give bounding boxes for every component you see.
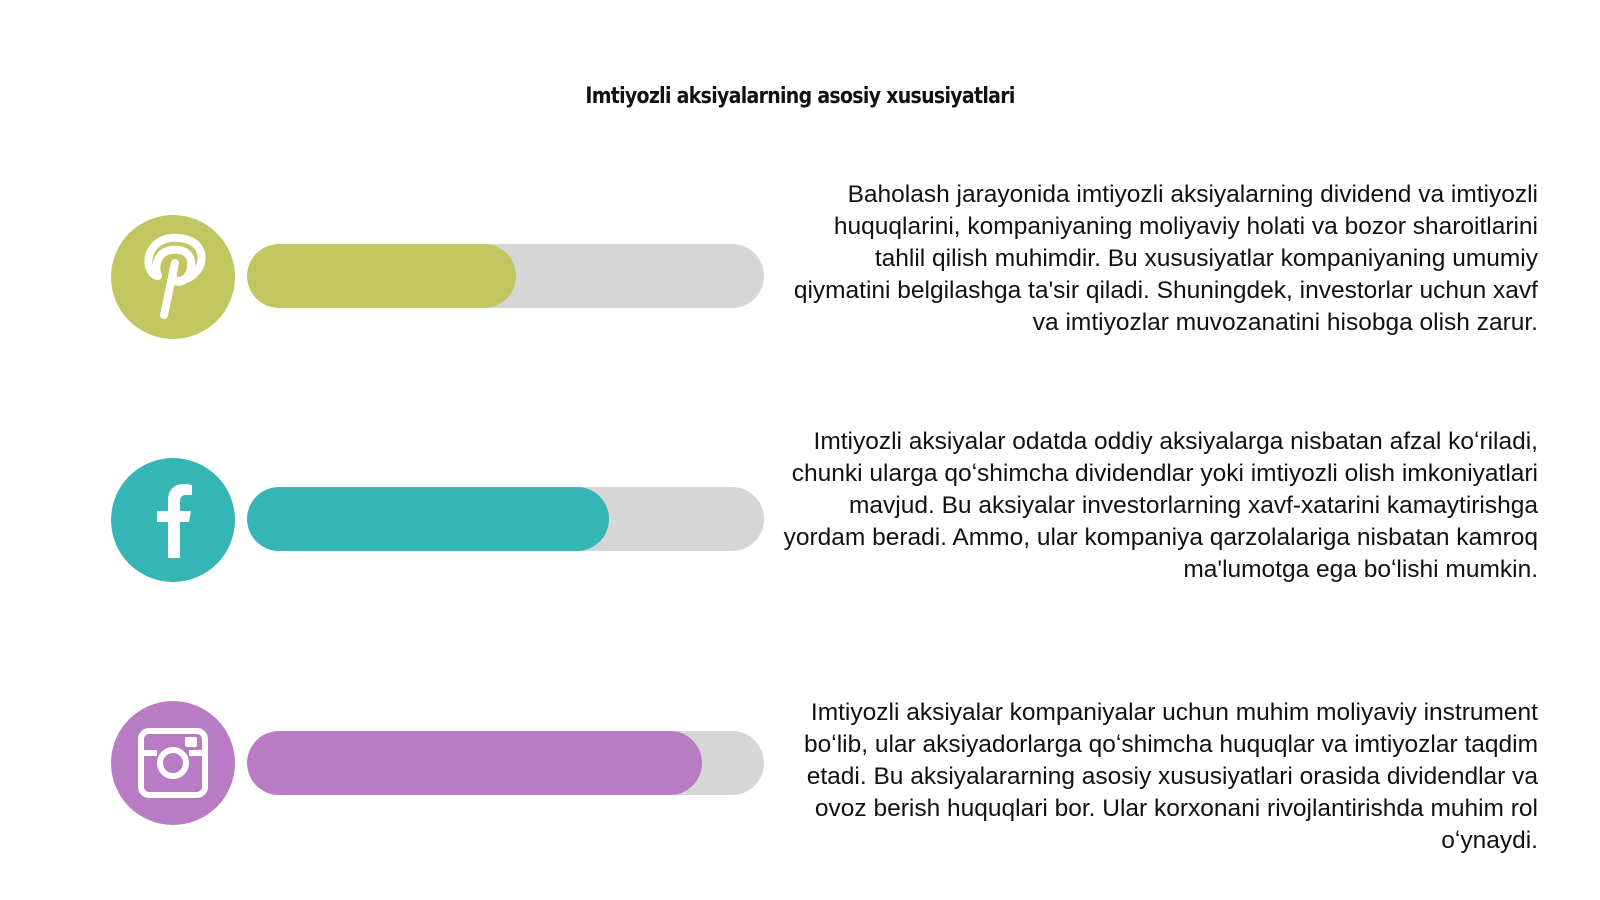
facebook-icon <box>111 458 235 582</box>
progress-bar-track-1 <box>247 244 764 308</box>
description-text-1: Baholash jarayonida imtiyozli aksiyalarning dividend va imtiyozli huquqlarini, kompaniyaning moliyaviy holati va bozor sharoitlarini tahlil qilish muhimdir. Bu xususiyatlar kompaniyaning umumiy qiymatini belgilashga ta'sir qiladi. Shuningdek, investorlar uchun xavf va imtiyozlar muvozanatini hisobga olish zarur. <box>793 181 1538 336</box>
description-text-2: Imtiyozli aksiyalar odatda oddiy aksiyalarga nisbatan afzal koʻriladi, chunki ularga qoʻshimcha dividendlar yoki imtiyozli olish imkoniyatlari mavjud. Bu aksiyalar investorlarning xavf-xatarini kamaytirishga yordam beradi. Ammo, ular kompaniya qarzolalariga nisbatan kamroq ma'lumotga ega boʻlishi mumkin. <box>783 428 1538 583</box>
page-title: Imtiyozli aksiyalarning asosiy xususiyatlari <box>585 84 1015 109</box>
instagram-icon <box>111 701 235 825</box>
description-text-3: Imtiyozli aksiyalar kompaniyalar uchun muhim moliyaviy instrument boʻlib, ular aksiyadorlarga qoʻshimcha huquqlar va imtiyozlar taqdim etadi. Bu aksiyalararning asosiy xususiyatlari orasida dividendlar va ovoz berish huquqlari bor. Ular korxonani rivojlantirishda muhim rol oʻynaydi. <box>804 699 1538 854</box>
progress-bar-track-2 <box>247 487 764 551</box>
progress-bar-fill-3 <box>247 731 702 795</box>
progress-bar-fill-2 <box>247 487 609 551</box>
pinterest-icon <box>111 215 235 339</box>
progress-bar-fill-1 <box>247 244 516 308</box>
progress-bar-track-3 <box>247 731 764 795</box>
